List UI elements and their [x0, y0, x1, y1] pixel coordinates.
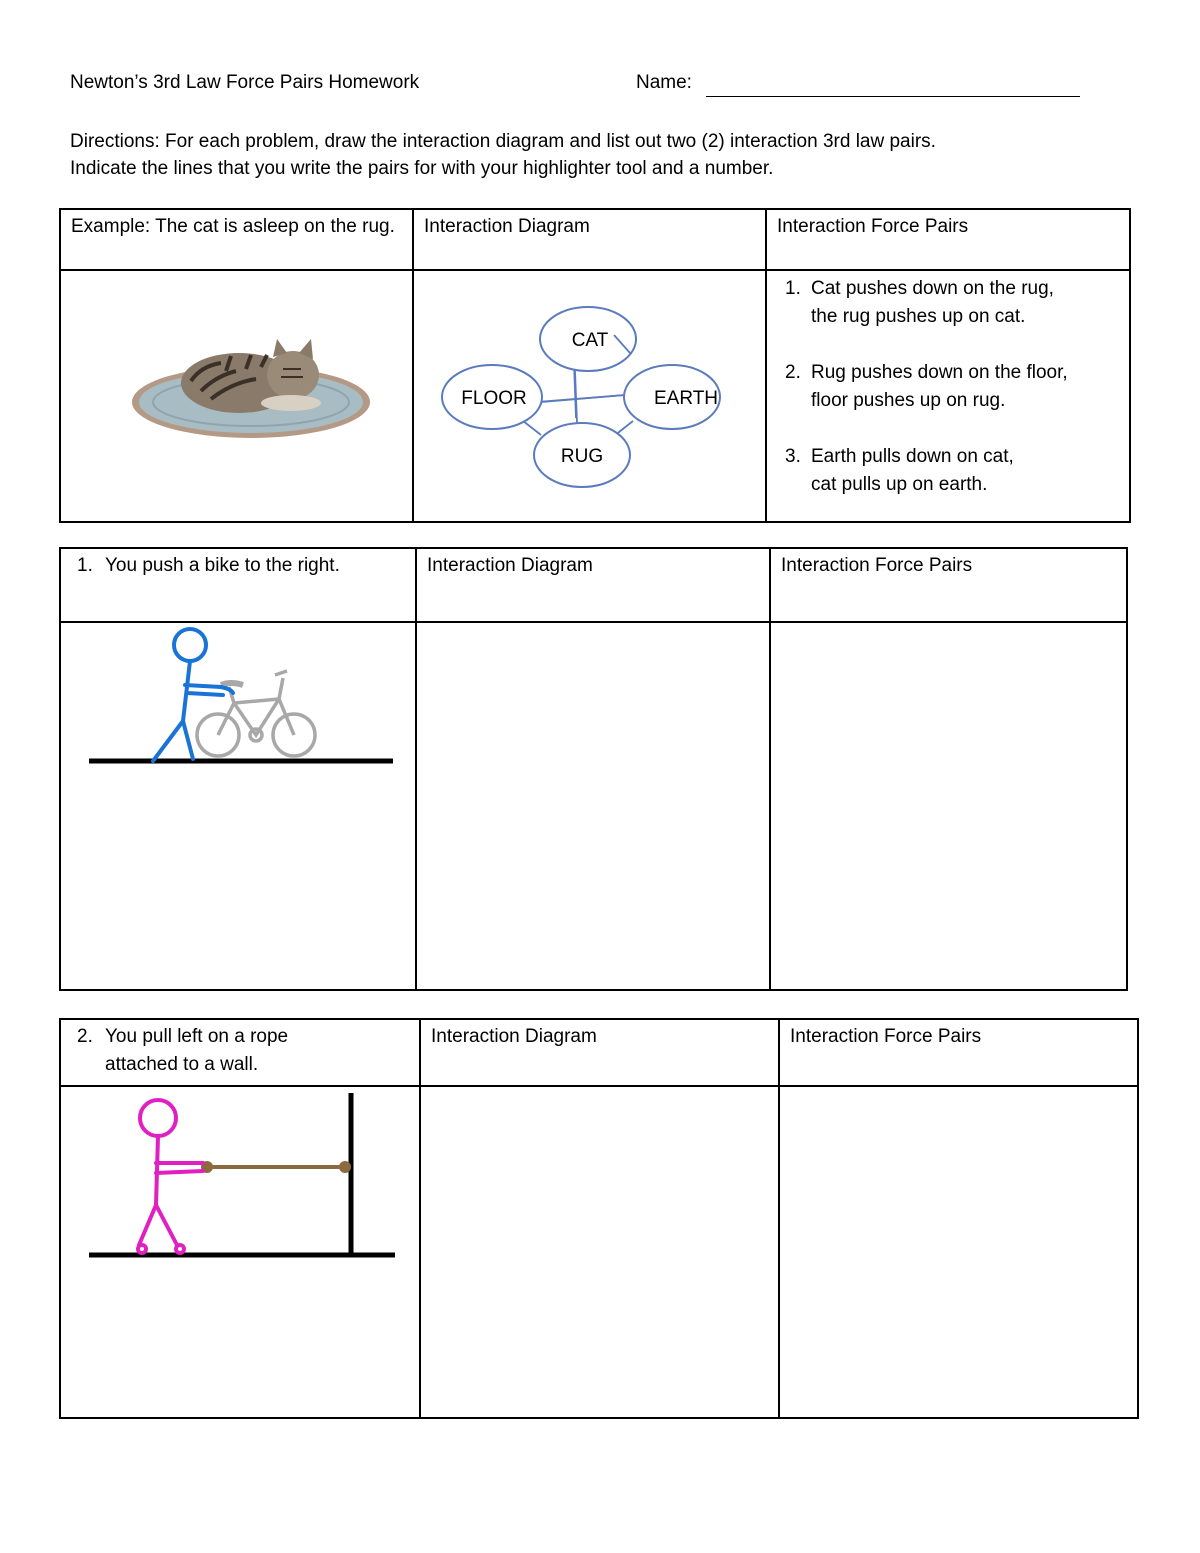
node-cat-label: CAT — [571, 330, 609, 351]
problem-2-diagram-header-cell — [420, 1019, 779, 1086]
node-rug-label: RUG — [560, 446, 604, 467]
problem-1-diagram-area[interactable] — [416, 622, 770, 990]
person-pulling-rope-image — [61, 1087, 417, 1262]
rope-anchor — [339, 1161, 351, 1173]
worksheet-title: Newton’s 3rd Law Force Pairs Homework — [70, 72, 420, 93]
problem-1-table — [59, 547, 1128, 991]
example-table — [59, 208, 1131, 523]
example-pair-3: 3. Earth pulls down on cat, cat pulls up on earth. — [785, 446, 1014, 495]
example-pairs-header: Interaction Force Pairs — [777, 216, 969, 237]
directions-line-1: Directions: For each problem, draw the interaction diagram and list out two (2) interaction 3rd law pairs. — [70, 131, 936, 152]
directions — [70, 128, 1150, 182]
directions-line-2: Indicate the lines that you write the pairs for with your highlighter tool and a number. — [70, 158, 774, 179]
node-earth-label: EARTH — [653, 388, 719, 409]
bike-icon — [197, 671, 315, 756]
example-diagram-header-cell — [413, 209, 766, 270]
example-pairs-cell — [766, 270, 1130, 522]
cat-icon — [181, 339, 321, 413]
problem-2-prompt: 2. You pull left on a rope attached to a wall. — [77, 1026, 289, 1075]
problem-1-pairs-header: Interaction Force Pairs — [781, 555, 973, 576]
problem-2-pairs-header: Interaction Force Pairs — [790, 1026, 982, 1047]
example-image-cell — [60, 270, 413, 522]
problem-2-diagram-area[interactable] — [420, 1086, 779, 1418]
name-label: Name: — [636, 72, 692, 93]
example-prompt: Example: The cat is asleep on the rug. — [71, 216, 395, 237]
problem-2-pairs-header-cell — [779, 1019, 1138, 1086]
problem-2-image-cell — [60, 1086, 420, 1418]
node-floor-label: FLOOR — [461, 388, 527, 409]
problem-2-pairs-area[interactable] — [779, 1086, 1138, 1418]
example-pair-2: 2. Rug pushes down on the floor, floor pushes up on rug. — [785, 362, 1068, 411]
problem-2-prompt-cell — [60, 1019, 420, 1086]
problem-2-diagram-header: Interaction Diagram — [431, 1026, 597, 1047]
problem-1-prompt: 1. You push a bike to the right. — [77, 555, 340, 576]
example-diagram-cell — [413, 270, 766, 522]
problem-1-prompt-cell — [60, 548, 416, 622]
problem-1-pairs-area[interactable] — [770, 622, 1127, 990]
problem-2-table — [59, 1018, 1139, 1419]
problem-1-diagram-header-cell — [416, 548, 770, 622]
interaction-diagram — [414, 271, 764, 516]
person-icon — [153, 629, 233, 761]
person-icon — [138, 1100, 203, 1253]
example-pairs-list — [767, 271, 1129, 499]
name-blank-line[interactable] — [706, 96, 1080, 97]
example-pairs-header-cell — [766, 209, 1130, 270]
example-pair-1: 1. Cat pushes down on the rug, the rug pushes up on cat. — [785, 278, 1054, 327]
cat-on-rug-image — [61, 271, 411, 516]
person-pushing-bike-image — [61, 623, 413, 783]
example-diagram-header: Interaction Diagram — [424, 216, 590, 237]
problem-1-pairs-header-cell — [770, 548, 1127, 622]
problem-1-diagram-header: Interaction Diagram — [427, 555, 593, 576]
problem-1-image-cell — [60, 622, 416, 990]
example-prompt-cell — [60, 209, 413, 270]
